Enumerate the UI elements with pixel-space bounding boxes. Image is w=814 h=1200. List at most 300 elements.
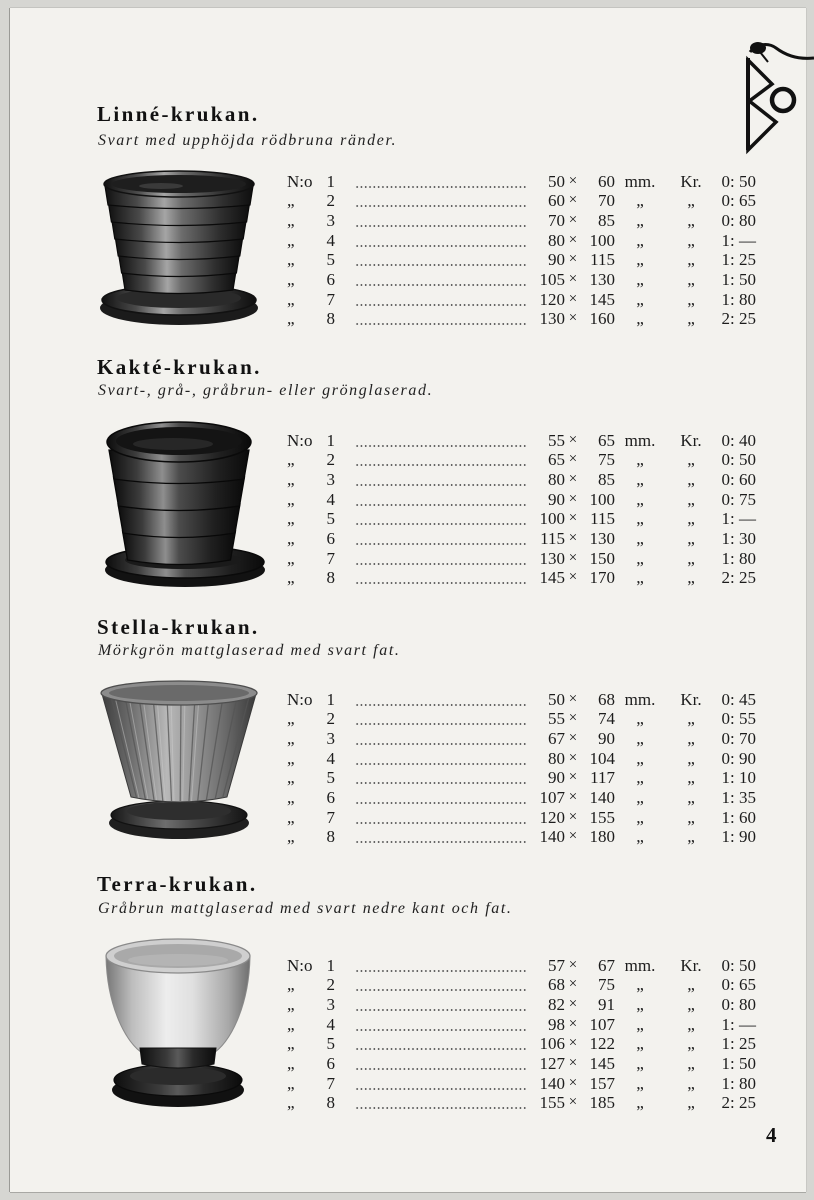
size-label: „ [287,827,295,847]
times-sign: × [568,808,578,825]
unit-label: „ [636,309,644,329]
height-value: 170 [589,568,615,588]
unit-label: „ [636,975,644,995]
size-number: 7 [326,289,335,309]
dot-leader [355,709,527,729]
width-value: 120 [539,289,565,309]
price-value: 1: 50 [721,1053,756,1073]
times-sign: × [568,788,578,805]
table-row [0,172,814,192]
price-table-kakte [0,431,814,589]
width-value: 90 [548,768,565,788]
dot-leader [355,568,527,588]
height-value: 145 [589,1053,615,1073]
size-label: „ [287,289,295,309]
price-value: 2: 25 [721,1093,756,1113]
table-row [0,290,814,310]
table-row [0,827,814,847]
size-label: „ [287,269,295,289]
width-value: 106 [539,1034,565,1054]
size-number: 1 [326,430,335,450]
table-row [0,956,814,976]
unit-label: „ [636,509,644,529]
table-row [0,808,814,828]
height-value: 68 [598,689,615,709]
section-subtitle-kakte: Svart-, grå-, gråbrun- eller grönglaserad. [98,382,434,399]
width-value: 55 [548,430,565,450]
size-number: 4 [326,489,335,509]
height-value: 67 [598,955,615,975]
price-value: 1: 90 [721,827,756,847]
width-value: 98 [548,1014,565,1034]
price-value: 1: 80 [721,289,756,309]
unit-label: „ [636,1093,644,1113]
price-value: 1: — [721,509,756,529]
dot-leader [355,309,527,329]
size-number: 8 [326,827,335,847]
unit-label: „ [636,289,644,309]
unit-label: „ [636,748,644,768]
size-label: „ [287,748,295,768]
times-sign: × [568,192,578,209]
height-value: 104 [589,748,615,768]
size-label: N:o [287,430,313,450]
price-table-terra [0,956,814,1114]
dot-leader [355,470,527,490]
price-value: 0: 80 [721,210,756,230]
price-value: 0: 90 [721,748,756,768]
table-row [0,450,814,470]
price-value: 1: 80 [721,548,756,568]
unit-label: „ [636,469,644,489]
currency-label: „ [687,289,695,309]
times-sign: × [568,769,578,786]
size-number: 4 [326,230,335,250]
size-number: 4 [326,748,335,768]
size-number: 3 [326,469,335,489]
size-label: „ [287,469,295,489]
width-value: 130 [539,548,565,568]
price-value: 0: 55 [721,709,756,729]
size-label: „ [287,509,295,529]
dot-leader [355,1093,527,1113]
size-number: 4 [326,1014,335,1034]
currency-label: „ [687,1093,695,1113]
dot-leader [355,231,527,251]
price-value: 0: 45 [721,689,756,709]
price-value: 0: 50 [721,450,756,470]
unit-label: „ [636,709,644,729]
size-number: 3 [326,994,335,1014]
unit-label: „ [636,728,644,748]
currency-label: „ [687,827,695,847]
price-value: 1: 25 [721,250,756,270]
times-sign: × [568,470,578,487]
dot-leader [355,808,527,828]
times-sign: × [568,1054,578,1071]
size-label: „ [287,450,295,470]
width-value: 55 [548,709,565,729]
size-label: N:o [287,689,313,709]
dot-leader [355,995,527,1015]
size-label: „ [287,975,295,995]
size-label: „ [287,528,295,548]
times-sign: × [568,510,578,527]
height-value: 85 [598,469,615,489]
size-number: 3 [326,210,335,230]
dot-leader [355,1034,527,1054]
table-row [0,709,814,729]
price-value: 1: — [721,1014,756,1034]
unit-label: „ [636,250,644,270]
size-number: 2 [326,975,335,995]
height-value: 185 [589,1093,615,1113]
currency-label: „ [687,1053,695,1073]
times-sign: × [568,749,578,766]
size-number: 5 [326,768,335,788]
size-number: 6 [326,787,335,807]
width-value: 90 [548,489,565,509]
section-title-terra: Terra-krukan. [97,872,258,896]
size-number: 2 [326,709,335,729]
width-value: 82 [548,994,565,1014]
size-number: 6 [326,528,335,548]
currency-label: „ [687,787,695,807]
height-value: 100 [589,489,615,509]
size-label: „ [287,230,295,250]
width-value: 107 [539,787,565,807]
height-value: 117 [590,768,615,788]
unit-label: mm. [624,171,656,191]
height-value: 115 [590,250,615,270]
unit-label: mm. [624,955,656,975]
height-value: 107 [589,1014,615,1034]
table-row [0,509,814,529]
times-sign: × [568,310,578,327]
height-value: 180 [589,827,615,847]
size-label: „ [287,489,295,509]
currency-label: „ [687,1073,695,1093]
times-sign: × [568,995,578,1012]
times-sign: × [568,710,578,727]
currency-label: „ [687,709,695,729]
dot-leader [355,1054,527,1074]
times-sign: × [568,1074,578,1091]
size-number: 1 [326,171,335,191]
currency-label: „ [687,768,695,788]
size-number: 3 [326,728,335,748]
dot-leader [355,172,527,192]
size-label: „ [287,728,295,748]
table-row [0,231,814,251]
price-value: 1: 60 [721,807,756,827]
dot-leader [355,827,527,847]
price-value: 0: 40 [721,430,756,450]
unit-label: „ [636,450,644,470]
table-row [0,431,814,451]
height-value: 90 [598,728,615,748]
dot-leader [355,211,527,231]
currency-label: „ [687,748,695,768]
price-value: 0: 60 [721,469,756,489]
size-number: 7 [326,548,335,568]
currency-label: „ [687,807,695,827]
height-value: 130 [589,269,615,289]
dot-leader [355,956,527,976]
times-sign: × [568,290,578,307]
width-value: 80 [548,748,565,768]
dot-leader [355,490,527,510]
currency-label: Kr. [680,171,702,191]
price-value: 1: 50 [721,269,756,289]
unit-label: „ [636,807,644,827]
height-value: 65 [598,430,615,450]
size-label: „ [287,191,295,211]
dot-leader [355,1015,527,1035]
size-label: „ [287,1093,295,1113]
currency-label: Kr. [680,430,702,450]
price-value: 1: 80 [721,1073,756,1093]
height-value: 91 [598,994,615,1014]
times-sign: × [568,690,578,707]
size-number: 8 [326,1093,335,1113]
table-row [0,191,814,211]
size-label: „ [287,568,295,588]
width-value: 115 [540,528,565,548]
currency-label: „ [687,191,695,211]
table-row [0,1015,814,1035]
times-sign: × [568,270,578,287]
dot-leader [355,975,527,995]
times-sign: × [568,231,578,248]
unit-label: „ [636,269,644,289]
currency-label: „ [687,1034,695,1054]
size-number: 5 [326,1034,335,1054]
size-number: 8 [326,309,335,329]
dot-leader [355,768,527,788]
size-label: „ [287,250,295,270]
size-number: 2 [326,191,335,211]
width-value: 68 [548,975,565,995]
section-title-kakte: Kakté-krukan. [97,355,262,379]
size-label: „ [287,548,295,568]
height-value: 75 [598,975,615,995]
unit-label: „ [636,210,644,230]
height-value: 155 [589,807,615,827]
width-value: 140 [539,827,565,847]
currency-label: „ [687,548,695,568]
width-value: 80 [548,469,565,489]
times-sign: × [568,569,578,586]
dot-leader [355,729,527,749]
unit-label: „ [636,1073,644,1093]
size-label: „ [287,787,295,807]
unit-label: „ [636,528,644,548]
width-value: 105 [539,269,565,289]
height-value: 160 [589,309,615,329]
table-row [0,250,814,270]
height-value: 130 [589,528,615,548]
dot-leader [355,509,527,529]
width-value: 67 [548,728,565,748]
times-sign: × [568,549,578,566]
dot-leader [355,431,527,451]
page-number: 4 [766,1123,777,1147]
currency-label: Kr. [680,689,702,709]
width-value: 145 [539,568,565,588]
price-value: 1: — [721,230,756,250]
currency-label: „ [687,269,695,289]
table-row [0,1074,814,1094]
width-value: 120 [539,807,565,827]
size-number: 7 [326,807,335,827]
currency-label: „ [687,1014,695,1034]
table-row [0,729,814,749]
currency-label: Kr. [680,955,702,975]
dot-leader [355,191,527,211]
price-value: 2: 25 [721,309,756,329]
unit-label: „ [636,489,644,509]
size-number: 7 [326,1073,335,1093]
currency-label: „ [687,230,695,250]
width-value: 130 [539,309,565,329]
size-label: „ [287,210,295,230]
currency-label: „ [687,975,695,995]
times-sign: × [568,828,578,845]
times-sign: × [568,976,578,993]
price-value: 0: 65 [721,975,756,995]
width-value: 80 [548,230,565,250]
table-row [0,1034,814,1054]
table-row [0,749,814,769]
dot-leader [355,549,527,569]
table-row [0,309,814,329]
price-value: 1: 35 [721,787,756,807]
size-label: „ [287,1034,295,1054]
width-value: 140 [539,1073,565,1093]
bo-logo-icon [738,38,814,158]
section-title-linne: Linné-krukan. [97,102,260,126]
price-value: 1: 10 [721,768,756,788]
currency-label: „ [687,568,695,588]
size-label: „ [287,768,295,788]
size-label: „ [287,709,295,729]
unit-label: „ [636,787,644,807]
size-label: „ [287,1073,295,1093]
unit-label: „ [636,548,644,568]
size-number: 6 [326,1053,335,1073]
size-number: 2 [326,450,335,470]
unit-label: „ [636,994,644,1014]
section-title-stella: Stella-krukan. [97,615,260,639]
size-label: N:o [287,955,313,975]
height-value: 60 [598,171,615,191]
table-row [0,529,814,549]
price-value: 0: 80 [721,994,756,1014]
dot-leader [355,450,527,470]
height-value: 100 [589,230,615,250]
currency-label: „ [687,309,695,329]
size-number: 1 [326,689,335,709]
table-row [0,690,814,710]
times-sign: × [568,431,578,448]
price-value: 1: 25 [721,1034,756,1054]
unit-label: „ [636,1014,644,1034]
dot-leader [355,529,527,549]
width-value: 155 [539,1093,565,1113]
times-sign: × [568,956,578,973]
table-row [0,211,814,231]
section-subtitle-stella: Mörkgrön mattglaserad med svart fat. [98,642,401,659]
unit-label: „ [636,768,644,788]
dot-leader [355,270,527,290]
height-value: 140 [589,787,615,807]
table-row [0,768,814,788]
price-value: 2: 25 [721,568,756,588]
unit-label: „ [636,230,644,250]
currency-label: „ [687,728,695,748]
currency-label: „ [687,250,695,270]
height-value: 157 [589,1073,615,1093]
width-value: 100 [539,509,565,529]
unit-label: „ [636,827,644,847]
price-value: 0: 65 [721,191,756,211]
currency-label: „ [687,489,695,509]
price-value: 0: 50 [721,955,756,975]
table-row [0,1093,814,1113]
table-row [0,788,814,808]
dot-leader [355,290,527,310]
size-label: „ [287,807,295,827]
times-sign: × [568,211,578,228]
section-subtitle-linne: Svart med upphöjda rödbruna ränder. [98,132,398,149]
dot-leader [355,749,527,769]
width-value: 65 [548,450,565,470]
size-number: 1 [326,955,335,975]
dot-leader [355,690,527,710]
size-label: „ [287,1053,295,1073]
unit-label: mm. [624,430,656,450]
width-value: 90 [548,250,565,270]
times-sign: × [568,1035,578,1052]
price-value: 1: 30 [721,528,756,548]
table-row [0,490,814,510]
dot-leader [355,250,527,270]
size-label: N:o [287,171,313,191]
unit-label: mm. [624,689,656,709]
table-row [0,568,814,588]
table-row [0,270,814,290]
table-row [0,975,814,995]
currency-label: „ [687,994,695,1014]
price-table-linne [0,172,814,330]
times-sign: × [568,172,578,189]
currency-label: „ [687,509,695,529]
height-value: 122 [589,1034,615,1054]
size-label: „ [287,994,295,1014]
width-value: 50 [548,689,565,709]
table-row [0,995,814,1015]
size-number: 5 [326,250,335,270]
unit-label: „ [636,1034,644,1054]
price-value: 0: 75 [721,489,756,509]
width-value: 50 [548,171,565,191]
price-value: 0: 50 [721,171,756,191]
times-sign: × [568,490,578,507]
height-value: 75 [598,450,615,470]
size-label: „ [287,309,295,329]
width-value: 60 [548,191,565,211]
